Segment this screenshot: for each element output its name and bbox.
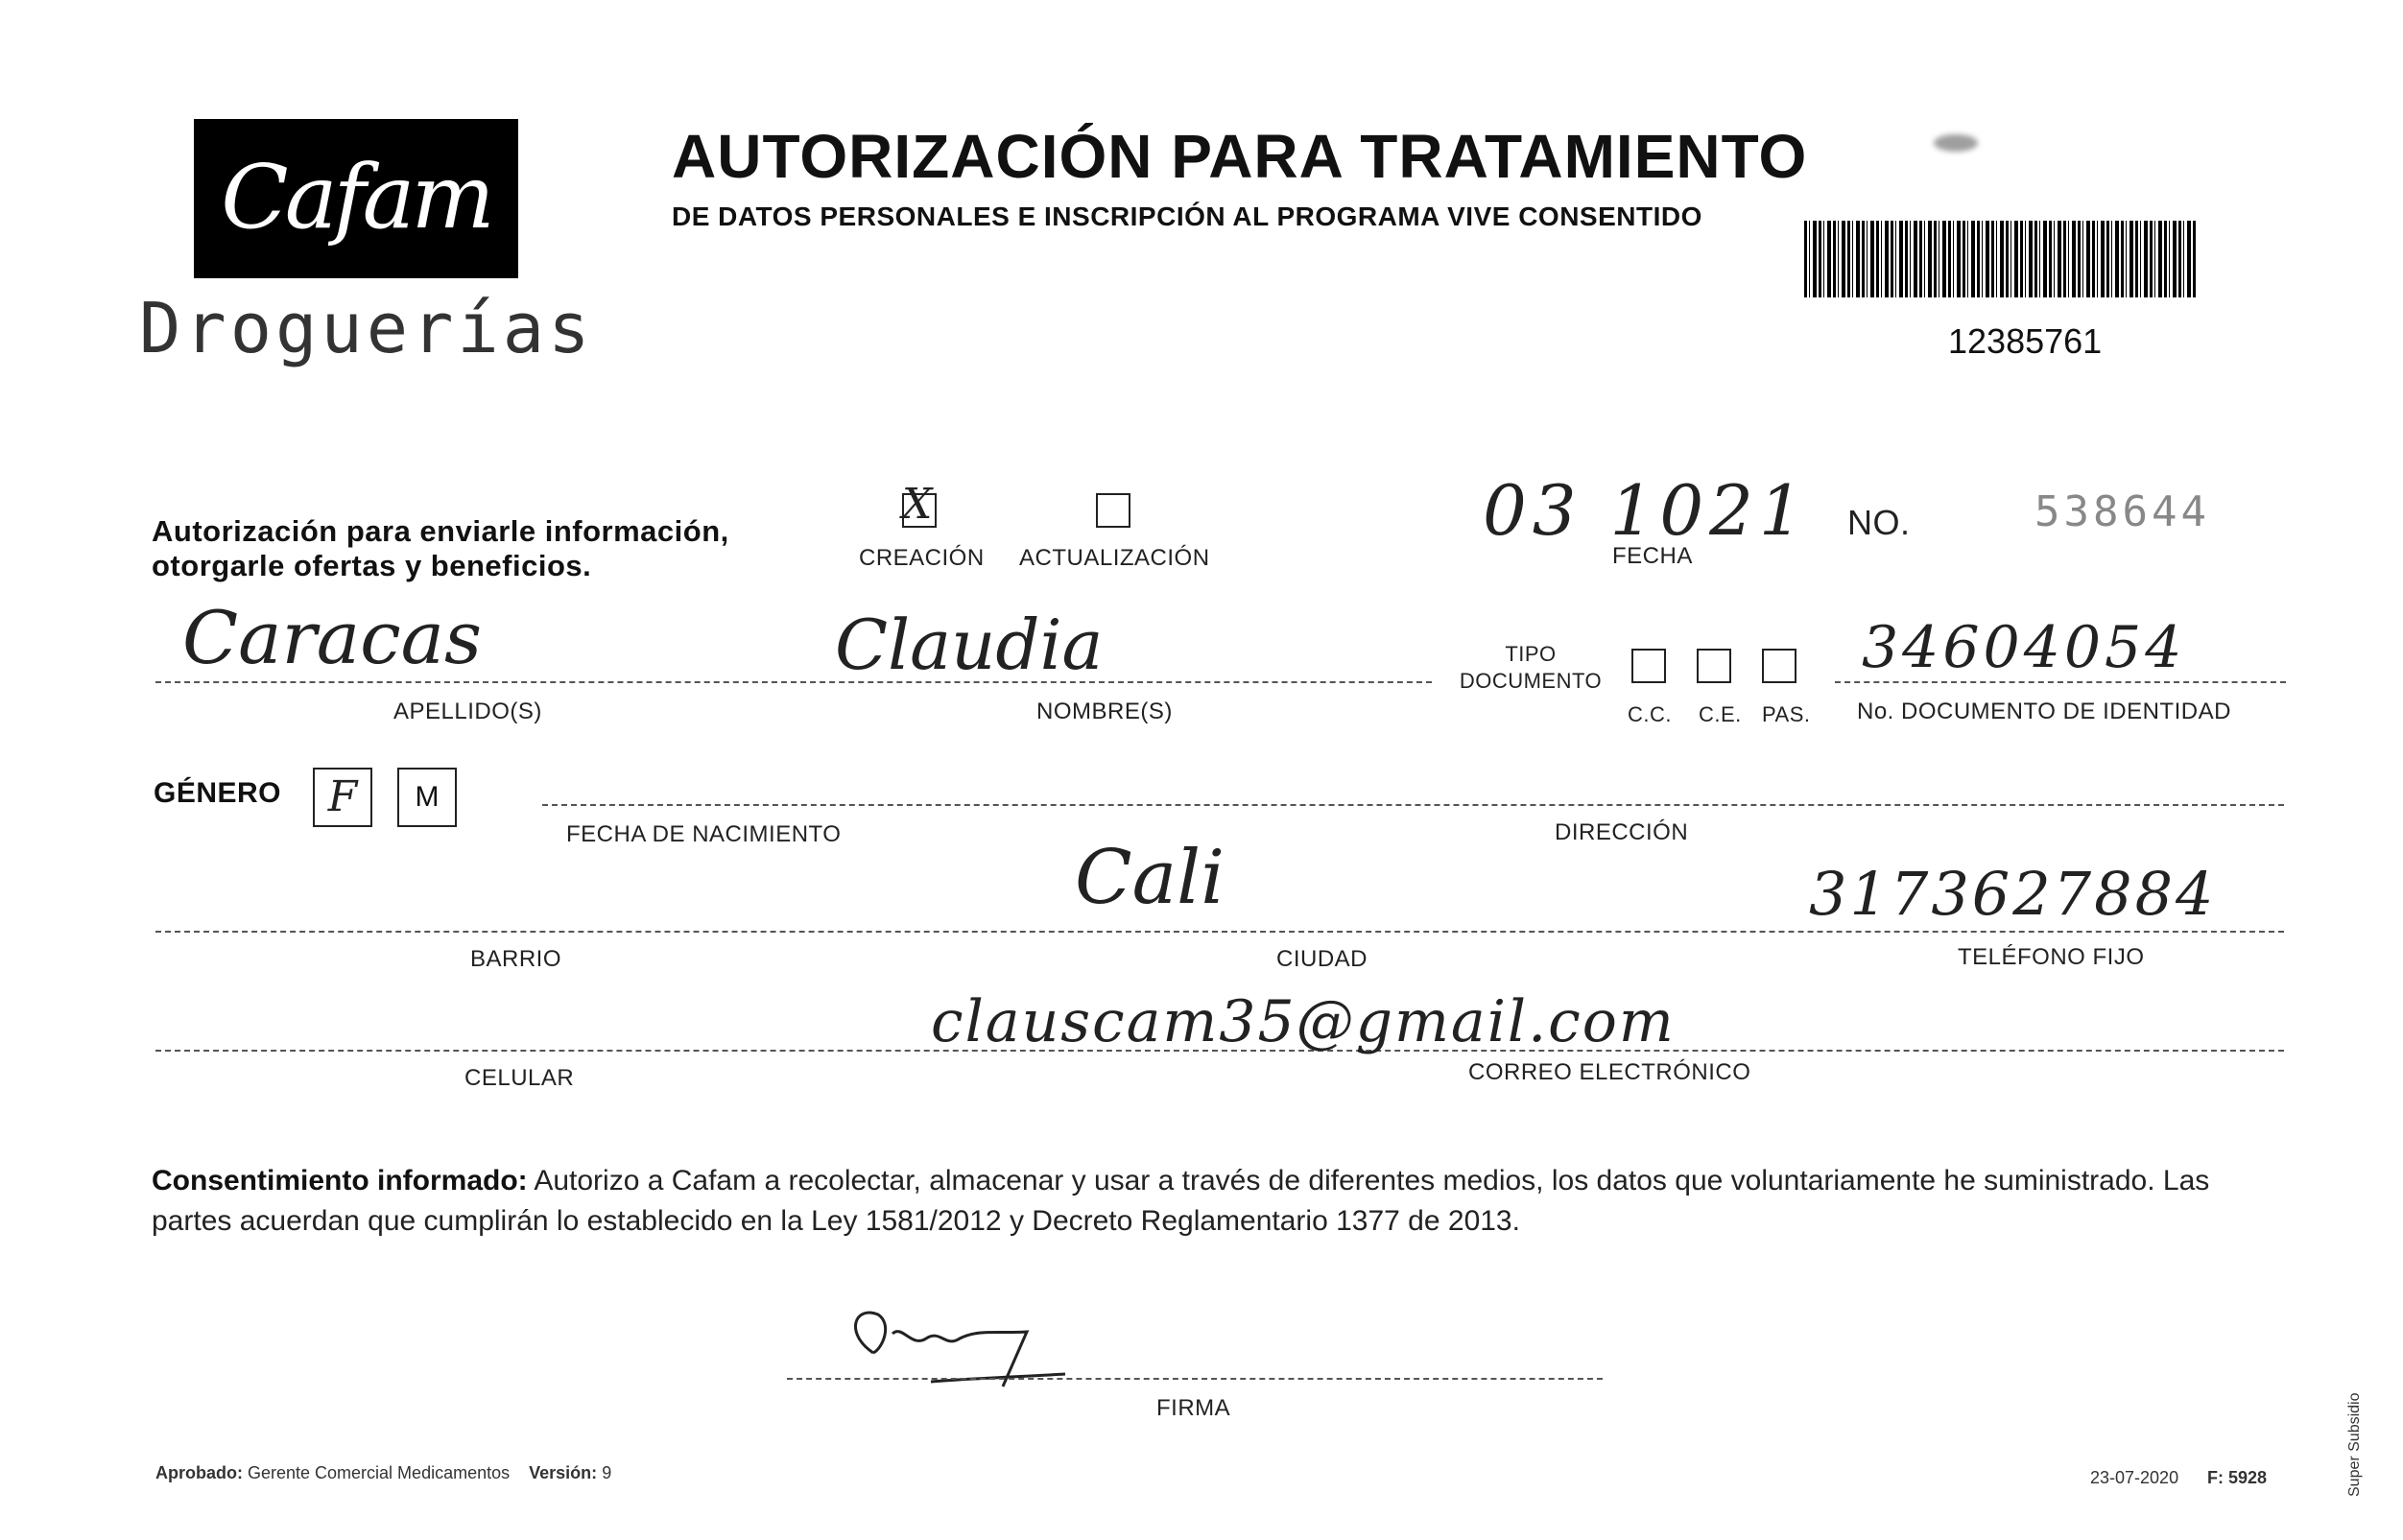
cc-label: C.C. <box>1628 702 1672 726</box>
signature-mark <box>835 1295 1142 1401</box>
barcode-number: 12385761 <box>1948 321 2103 361</box>
name-label: NOMBRE(S) <box>1036 699 1173 724</box>
mobile-label: CELULAR <box>464 1065 575 1091</box>
pas-checkbox[interactable] <box>1762 649 1796 683</box>
consent-heading: Consentimiento informado: <box>152 1165 528 1196</box>
creation-mark: X <box>902 480 933 529</box>
ce-checkbox[interactable] <box>1697 649 1731 683</box>
doc-type-label: TIPO DOCUMENTO <box>1459 642 1603 693</box>
consent-paragraph <box>152 1161 2282 1242</box>
address-label: DIRECCIÓN <box>1555 819 1689 845</box>
scan-smudge <box>1934 134 1978 152</box>
version-label: Versión: <box>529 1463 598 1482</box>
gender-label: GÉNERO <box>154 777 282 809</box>
logo-text: Cafam <box>221 146 491 249</box>
ce-label: C.E. <box>1699 702 1742 726</box>
name-value: Claudia <box>835 604 1104 685</box>
signature-label: FIRMA <box>1156 1395 1231 1421</box>
birth-label: FECHA DE NACIMIENTO <box>566 821 842 847</box>
gender-f-mark: F <box>327 772 358 821</box>
phone-label: TELÉFONO FIJO <box>1958 944 2145 970</box>
barrio-city-phone-line <box>155 931 2284 933</box>
gender-m-checkbox[interactable] <box>397 768 457 827</box>
update-label: ACTUALIZACIÓN <box>1019 545 1210 571</box>
gender-m-mark: M <box>415 781 440 813</box>
date-label: FECHA <box>1612 543 1693 569</box>
footer-date: 23-07-2020 <box>2090 1468 2179 1487</box>
side-text: Super Subsidio <box>2346 1392 2363 1497</box>
no-label: NO. <box>1847 503 1911 542</box>
surname-value: Caracas <box>182 595 482 680</box>
doc-number-value: 34604054 <box>1862 614 2186 681</box>
footer-approved <box>155 1463 611 1483</box>
doc-number-label: No. DOCUMENTO DE IDENTIDAD <box>1857 699 2231 724</box>
surname-name-line <box>155 681 1432 683</box>
pas-label: PAS. <box>1762 702 1811 726</box>
page-title: AUTORIZACIÓN PARA TRATAMIENTO <box>672 122 1808 191</box>
gender-f-checkbox[interactable] <box>313 768 372 827</box>
no-value: 538644 <box>2034 487 2210 536</box>
authorization-label: Autorización para enviarle información, otorgarle ofertas y beneficios. <box>152 514 729 582</box>
city-label: CIUDAD <box>1276 946 1368 972</box>
signature-line <box>787 1378 1603 1380</box>
surname-label: APELLIDO(S) <box>393 699 542 724</box>
email-value: clauscam35@gmail.com <box>931 988 1676 1055</box>
birth-address-line <box>542 804 2284 806</box>
date-value: 03 1021 <box>1483 470 1809 551</box>
version-value: 9 <box>602 1463 612 1482</box>
creation-label: CREACIÓN <box>859 545 985 571</box>
cafam-logo <box>194 119 518 278</box>
update-checkbox[interactable] <box>1096 493 1130 528</box>
doc-number-line <box>1835 681 2286 683</box>
cc-checkbox[interactable] <box>1631 649 1666 683</box>
email-label: CORREO ELECTRÓNICO <box>1468 1059 1751 1085</box>
approved-value: Gerente Comercial Medicamentos <box>248 1463 511 1482</box>
page-subtitle: DE DATOS PERSONALES E INSCRIPCIÓN AL PROGRAMA VIVE CONSENTIDO <box>672 201 1702 231</box>
city-value: Cali <box>1075 835 1225 921</box>
barrio-label: BARRIO <box>470 946 562 972</box>
barcode <box>1804 221 2198 297</box>
approved-label: Aprobado: <box>155 1463 243 1482</box>
phone-value: 3173627884 <box>1809 859 2217 929</box>
footer-form-code: F: 5928 <box>2207 1468 2268 1487</box>
consent-text: Autorizo a Cafam a recolectar, almacenar y usar a través de diferentes medios, los datos que voluntariamente he suministrado. Las partes acuerdan que cumplirán lo establecido en la Ley 1581/2012 y Decreto Reglamentario 1377 de 2013. <box>152 1165 2210 1237</box>
logo-subtitle: Droguerías <box>139 288 594 368</box>
